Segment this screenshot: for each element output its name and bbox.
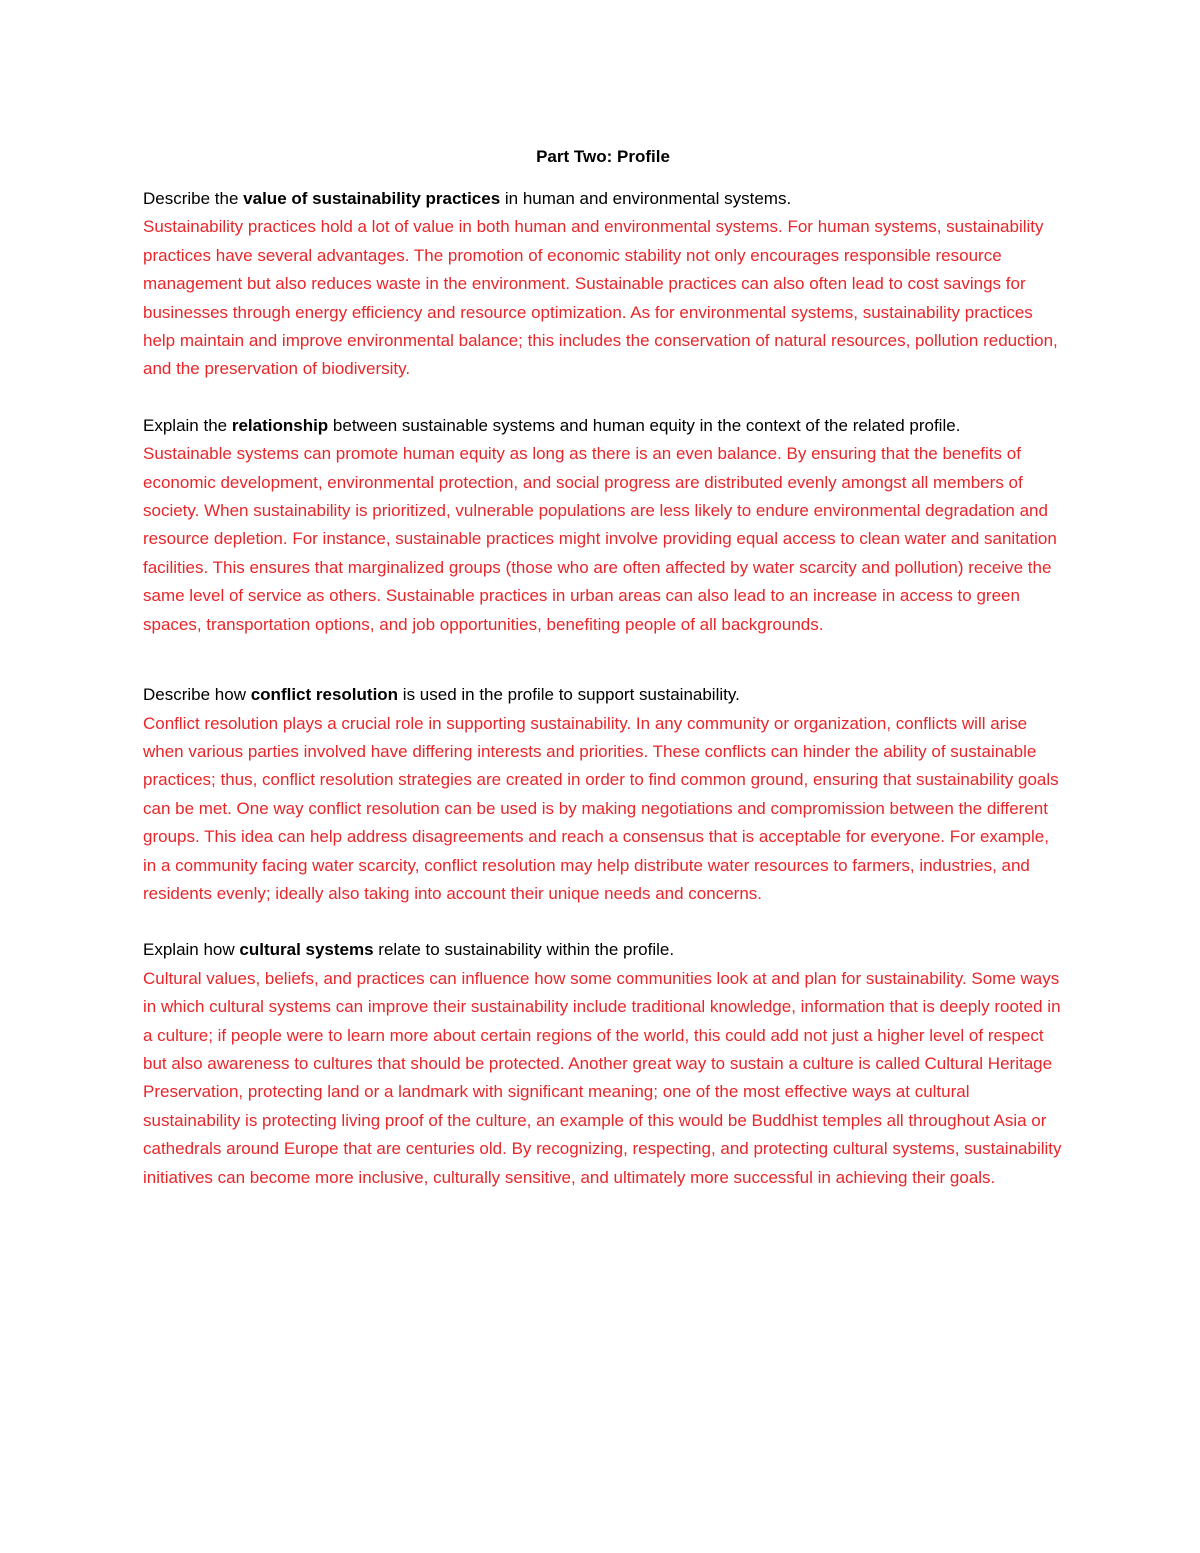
- section-cultural-systems: [143, 936, 1063, 1192]
- question-keyword: cultural systems: [239, 940, 374, 960]
- answer-text: Sustainable systems can promote human equity as long as there is an even balance. By ensuring that the benefits of economic development, environmental protection, and social progress are distributed evenly amongst all members of society. When sustainability is prioritized, vulnerable populations are less likely to endure environmental degradation and resource depletion. For instance, sustainable practices might involve providing equal access to clean water and sanitation facilities. This ensures that marginalized groups (those who are often affected by water scarcity and pollution) receive the same level of service as others. Sustainable practices in urban areas can also lead to an increase in access to green spaces, transportation options, and job opportunities, benefiting people of all backgrounds.: [143, 444, 1057, 634]
- question-text: Explain how: [143, 940, 240, 960]
- document-title: Part Two: Profile: [536, 147, 670, 166]
- question-text: Describe how: [143, 685, 251, 705]
- section-sustainability-value: [143, 185, 1063, 384]
- question-prompt: [143, 681, 1063, 709]
- question-text: between sustainable systems and human equity in the context of the related profile.: [328, 415, 961, 435]
- answer-text: Cultural values, beliefs, and practices can influence how some communities look at and plan for sustainability. Some ways in which cultural systems can improve their sustainability include traditional knowledge, information that is deeply rooted in a culture; if people were to learn more about certain regions of the world, this could add not just a higher level of respect but also awareness to cultures that should be protected. Another great way to sustain a culture is called Cultural Heritage Preservation, protecting land or a landmark with significant meaning; one of the most effective ways at cultural sustainability is protecting living proof of the culture, an example of this would be Buddhist temples all throughout Asia or cathedrals around Europe that are centuries old. By recognizing, respecting, and protecting cultural systems, sustainability initiatives can become more inclusive, culturally sensitive, and ultimately more successful in achieving their goals.: [143, 968, 1062, 1187]
- question-text: in human and environmental systems.: [500, 189, 792, 208]
- question-prompt: [143, 412, 1063, 440]
- answer-text: Conflict resolution plays a crucial role in supporting sustainability. In any community or organization, conflicts will arise when various parties involved have differing interests and priorities. These conflicts can hinder the ability of sustainable practices; thus, conflict resolution strategies are created in order to find common ground, ensuring that sustainability goals can be met. One way conflict resolution can be used is by making negotiations and compromission between the different groups. This idea can help address disagreements and reach a consensus that is acceptable for everyone. For example, in a community facing water scarcity, conflict resolution may help distribute water resources to farmers, industries, and residents evenly; ideally also taking into account their unique needs and concerns.: [143, 713, 1059, 903]
- question-prompt: [143, 936, 1063, 964]
- section-conflict-resolution: [143, 681, 1063, 908]
- answer-text: Sustainability practices hold a lot of value in both human and environmental systems. For human systems, sustainability practices have several advantages. The promotion of economic stability not only encourages responsible resource management but also reduces waste in the environment. Sustainable practices can also often lead to cost savings for businesses through energy efficiency and resource optimization. As for environmental systems, sustainability practices help maintain and improve environmental balance; this includes the conservation of natural resources, pollution reduction, and the preservation of biodiversity.: [143, 217, 1058, 379]
- question-text: is used in the profile to support sustainability.: [398, 685, 740, 705]
- question-text: Explain the: [143, 415, 232, 435]
- question-keyword: conflict resolution: [250, 685, 399, 705]
- question-text: Describe the: [143, 189, 244, 208]
- question-keyword: value of sustainability practices: [243, 189, 501, 208]
- document-page: [143, 143, 1063, 1220]
- question-prompt: [143, 185, 1063, 213]
- question-text: relate to sustainability within the profile.: [373, 940, 675, 960]
- question-keyword: relationship: [231, 415, 329, 435]
- section-relationship: [143, 412, 1063, 639]
